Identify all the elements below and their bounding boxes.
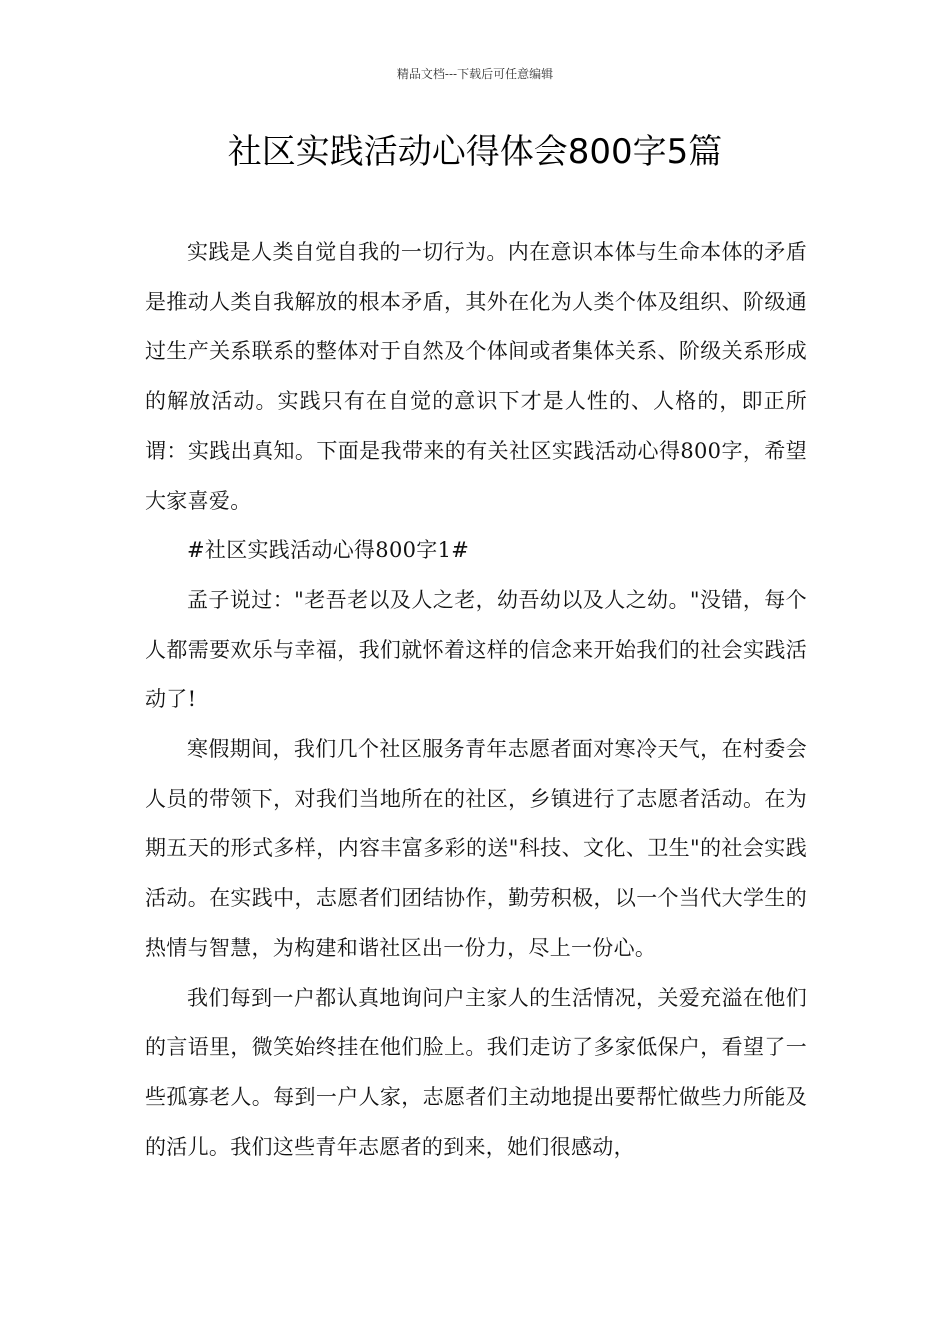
page-title: 社区实践活动心得体会800字5篇 [227,132,723,172]
paragraph-winter-volunteering: 寒假期间，我们几个社区服务青年志愿者面对寒冷天气，在村委会人员的带领下，对我们当地所在的社区，乡镇进行了志愿者活动。在为期五天的形式多样，内容丰富多彩的送"科技、文化、卫生"的社会实践活动。在实践中，志愿者们团结协作，勤劳积极，以一个当代大学生的热情与智慧，为构建和谐社区出一份力，尽上一份心。 [145,737,807,960]
document-body [145,228,807,1172]
paragraph-household-visits: 我们每到一户都认真地询问户主家人的生活情况，关爱充溢在他们的言语里，微笑始终挂在他们脸上。我们走访了多家低保户，看望了一些孤寡老人。每到一户人家，志愿者们主动地提出要帮忙做些力所能及的活儿。我们这些青年志愿者的到来，她们很感动， [145,985,807,1159]
paragraph-mencius-quote: 孟子说过："老吾老以及人之老，幼吾幼以及人之幼。"没错，每个人都需要欢乐与幸福，我们就怀着这样的信念来开始我们的社会实践活动了! [145,587,807,712]
header-note: 精品文档---下载后可任意编辑 [396,67,554,81]
paragraph-intro: 实践是人类自觉自我的一切行为。内在意识本体与生命本体的矛盾是推动人类自我解放的根本矛盾，其外在化为人类个体及组织、阶级通过生产关系联系的整体对于自然及个体间或者集体关系、阶级关系形成的解放活动。实践只有在自觉的意识下才是人性的、人格的，即正所谓：实践出真知。下面是我带来的有关社区实践活动心得800字，希望大家喜爱。 [145,240,807,513]
section-heading-1: #社区实践活动心得800字1# [187,538,470,563]
